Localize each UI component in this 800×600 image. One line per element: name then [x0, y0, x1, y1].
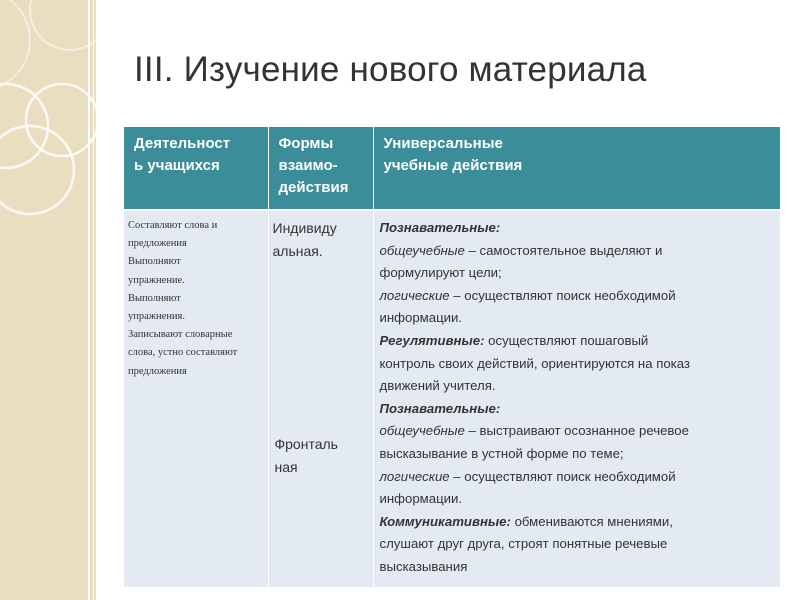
table-row — [124, 210, 780, 587]
table-header-row — [124, 127, 780, 210]
lesson-table — [124, 127, 780, 587]
forms-cell — [268, 210, 373, 587]
form-frontal: Фронталь ная — [274, 436, 338, 475]
decorative-rings — [0, 0, 96, 600]
slide-title: III. Изучение нового материала — [134, 50, 647, 89]
header-forms: Формы взаимо- действия — [268, 127, 373, 210]
decorative-side-band — [0, 0, 96, 600]
form-individual: Индивиду альная. — [272, 220, 337, 259]
uud-cell: Познавательные: общеучебные – самостоятельное выделяют и формулируют цели; логические – осуществляют поиск необходимой информации. Регулятивные: осуществляют пошаговый контроль своих действий, ориентируются на показ движений учителя. Познавательные: общеучебные – выстраивают осознанное речевое высказывание в устной форме по теме; логические – осуществляют поиск необходимой информации. Коммуникативные: обмениваются мнениями, слушают друг друга, строят понятные речевые высказывания — [373, 210, 780, 587]
header-uud: Универсальные учебные действия — [373, 127, 780, 210]
activity-cell: Составляют слова и предложения Выполняют упражнение. Выполняют упражнения. Записывают словарные слова, устно составляют предложения — [124, 210, 268, 587]
header-activity: Деятельност ь учащихся — [124, 127, 268, 210]
